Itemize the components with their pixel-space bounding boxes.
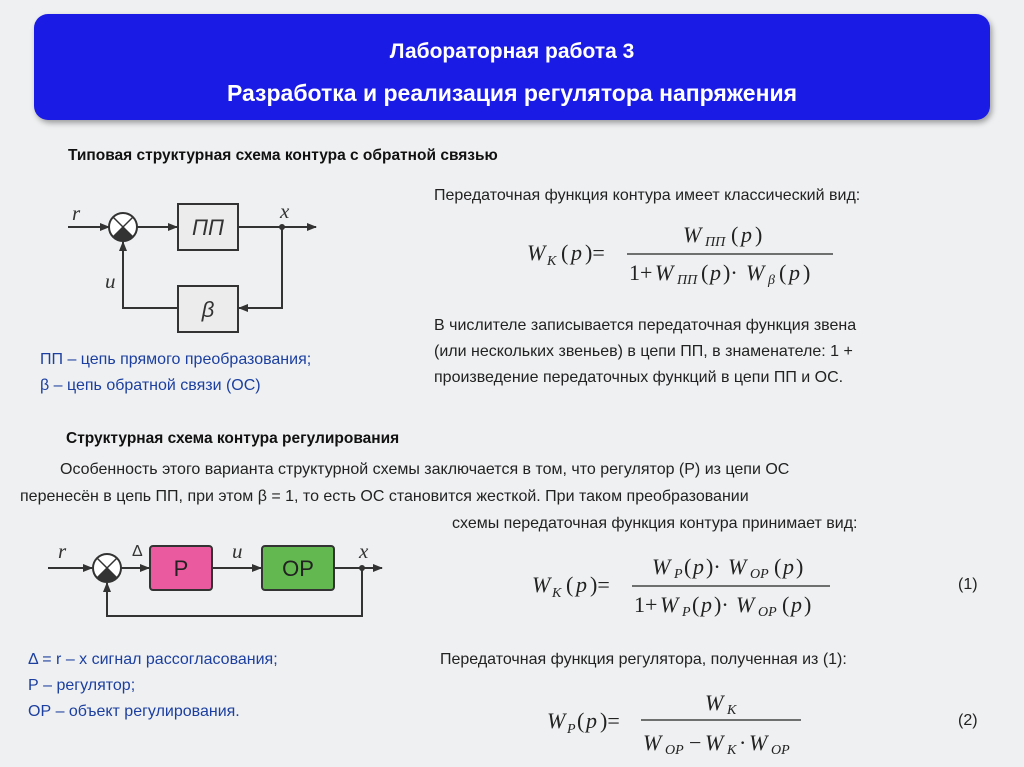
regulator-intro: Передаточная функция регулятора, полученная из (1): xyxy=(440,651,847,668)
svg-text:K: K xyxy=(552,586,562,601)
svg-text:K: K xyxy=(727,703,737,718)
svg-text:W: W xyxy=(683,222,702,247)
svg-text:W: W xyxy=(547,708,566,733)
svg-text:β: β xyxy=(768,273,775,288)
svg-text:): ) xyxy=(796,554,804,579)
svg-text:p: p xyxy=(791,592,802,617)
equation-number-2: (2) xyxy=(958,712,978,729)
svg-text:(: ( xyxy=(692,592,700,617)
svg-text:(: ( xyxy=(731,222,739,247)
svg-text:(: ( xyxy=(561,240,569,265)
svg-text:): ) xyxy=(803,260,811,285)
svg-text:(: ( xyxy=(566,572,574,597)
explanation-line2: (или нескольких звеньев) в цепи ПП, в знаменателе: 1 + xyxy=(434,343,853,360)
svg-text:W: W xyxy=(527,240,546,265)
legend1-beta: β – цепь обратной связи (ОС) xyxy=(40,377,261,394)
feedback-label-u: u xyxy=(105,269,116,293)
svg-text:p: p xyxy=(783,554,794,579)
svg-text:W: W xyxy=(705,730,724,755)
svg-text:p: p xyxy=(741,222,752,247)
error-label-delta: Δ xyxy=(132,543,143,560)
svg-text:p: p xyxy=(710,260,721,285)
svg-text:(: ( xyxy=(774,554,782,579)
svg-text:)=: )= xyxy=(585,240,605,265)
svg-text:p: p xyxy=(571,240,582,265)
svg-text:(: ( xyxy=(701,260,709,285)
svg-text:)=: )= xyxy=(600,708,620,733)
paragraph-line1: Особенность этого варианта структурной схемы заключается в том, что регулятор (Р) из цепи ОС xyxy=(60,461,790,478)
svg-text:W: W xyxy=(660,592,679,617)
output-label-x: x xyxy=(280,199,290,223)
svg-text:W: W xyxy=(655,260,674,285)
legend2-delta: Δ = r – x сигнал рассогласования; xyxy=(28,651,278,668)
svg-text:1+: 1+ xyxy=(634,592,658,617)
svg-text:W: W xyxy=(705,690,724,715)
svg-text:(: ( xyxy=(779,260,787,285)
formula-wp-eq2 xyxy=(545,688,825,760)
svg-text:P: P xyxy=(682,605,691,620)
block-regulator-label: Р xyxy=(173,556,189,581)
formula-wk-eq1 xyxy=(530,550,850,622)
tf-intro: Передаточная функция контура имеет классический вид: xyxy=(434,187,861,204)
block-beta-label: β xyxy=(201,297,215,322)
svg-text:P: P xyxy=(567,722,576,737)
svg-text:p: p xyxy=(701,592,712,617)
title-banner xyxy=(34,14,990,120)
svg-text:1+: 1+ xyxy=(629,260,653,285)
svg-text:): ) xyxy=(755,222,763,247)
equation-number-1: (1) xyxy=(958,576,978,593)
svg-text:K: K xyxy=(727,743,737,758)
svg-text:W: W xyxy=(652,554,671,579)
legend2-regulator: Р – регулятор; xyxy=(28,677,136,694)
explanation-line1: В числителе записывается передаточная функция звена xyxy=(434,317,857,334)
lab-subtitle: Разработка и реализация регулятора напряжения xyxy=(226,80,798,106)
svg-text:): ) xyxy=(804,592,812,617)
svg-text:W: W xyxy=(532,572,551,597)
svg-text:OP: OP xyxy=(758,605,777,620)
svg-text:OP: OP xyxy=(771,743,790,758)
svg-text:)·: )· xyxy=(723,260,738,285)
svg-text:)·: )· xyxy=(706,554,721,579)
block-object-label: ОР xyxy=(282,556,314,581)
svg-text:OP: OP xyxy=(750,567,769,582)
control-label-u: u xyxy=(232,539,243,563)
svg-text:p: p xyxy=(693,554,704,579)
svg-text:(: ( xyxy=(782,592,790,617)
svg-text:OP: OP xyxy=(665,743,684,758)
svg-text:K: K xyxy=(547,254,557,269)
formula-wk-classic xyxy=(525,218,845,290)
paragraph-line2: перенесён в цепь ПП, при этом β = 1, то есть ОС становится жесткой. При таком преобразовании xyxy=(20,488,749,505)
svg-text:(: ( xyxy=(684,554,692,579)
section2-heading: Структурная схема контура регулирования xyxy=(66,430,400,447)
svg-text:p: p xyxy=(586,708,597,733)
feedback-block-diagram xyxy=(60,190,330,340)
input-label-r2: r xyxy=(58,539,67,563)
svg-text:)=: )= xyxy=(590,572,610,597)
section1-heading: Типовая структурная схема контура с обратной связью xyxy=(68,147,498,164)
explanation-line3: произведение передаточных функций в цепи ПП и ОС. xyxy=(434,369,844,386)
svg-text:W: W xyxy=(736,592,755,617)
summing-junction-2 xyxy=(93,554,121,582)
svg-text:p: p xyxy=(576,572,587,597)
svg-text:(: ( xyxy=(577,708,585,733)
svg-text:ПП: ПП xyxy=(677,273,698,288)
svg-text:W: W xyxy=(728,554,747,579)
legend1-pp: ПП – цепь прямого преобразования; xyxy=(40,351,312,368)
summing-junction-1 xyxy=(109,213,137,241)
output-label-x2: x xyxy=(359,539,369,563)
svg-text:P: P xyxy=(674,567,683,582)
svg-text:·: · xyxy=(739,730,747,755)
svg-text:)·: )· xyxy=(714,592,729,617)
legend2-object: ОР – объект регулирования. xyxy=(28,703,240,720)
svg-text:ПП: ПП xyxy=(705,235,726,250)
svg-text:W: W xyxy=(749,730,768,755)
paragraph-line3: схемы передаточная функция контура принимает вид: xyxy=(452,515,858,532)
svg-text:−: − xyxy=(689,730,702,755)
block-pp-label: ПП xyxy=(192,215,224,240)
input-label-r: r xyxy=(72,201,81,225)
lab-title: Лабораторная работа 3 xyxy=(389,40,635,63)
svg-text:W: W xyxy=(746,260,765,285)
svg-text:W: W xyxy=(643,730,662,755)
svg-text:p: p xyxy=(789,260,800,285)
control-loop-block-diagram xyxy=(40,536,390,626)
